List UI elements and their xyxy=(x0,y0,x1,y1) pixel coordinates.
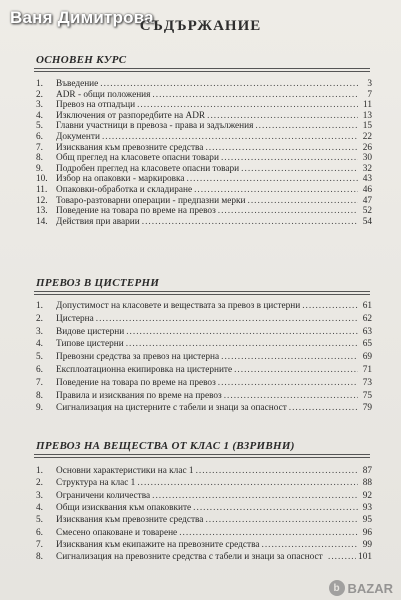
toc-entry xyxy=(36,551,372,573)
toc-entry-number: 2. xyxy=(36,89,43,100)
bazar-logo-text: BAZAR xyxy=(347,580,393,596)
toc-entry-page: 43 xyxy=(362,174,372,185)
toc-entry-number: 2. xyxy=(36,478,43,489)
toc-entry-title: Основни характеристики на клас 1 xyxy=(56,466,194,476)
toc-entry-title: Поведение на товара по време на превоз xyxy=(56,377,216,388)
toc-entry-page: 73 xyxy=(362,377,372,388)
toc-entry-title: Изисквания към превозните средства xyxy=(56,142,204,153)
section-divider xyxy=(34,291,370,292)
toc-leader-dots xyxy=(193,502,358,514)
toc-entry xyxy=(36,502,372,514)
toc-entry xyxy=(36,351,372,363)
toc-entry-page: 15 xyxy=(362,121,372,132)
toc-entry-page: 13 xyxy=(362,110,372,121)
toc-entry xyxy=(36,364,372,376)
section-divider xyxy=(34,454,370,455)
document-title: СЪДЪРЖАНИЕ xyxy=(139,18,262,34)
toc-entry-title: Превоз на отпадъци xyxy=(56,100,136,111)
toc-entry-page: 93 xyxy=(362,502,372,513)
toc-leader-dots xyxy=(289,402,358,414)
bazar-logo-icon: b xyxy=(329,580,345,596)
toc-entry-page: 3 xyxy=(367,79,372,89)
toc-entry-number: 4. xyxy=(36,502,43,513)
toc-leader-dots xyxy=(137,477,358,489)
toc-entry-number: 3. xyxy=(36,490,43,501)
toc-entry-page: 54 xyxy=(362,216,372,227)
toc-entry-title: Изисквания към екипажите на превозните средства xyxy=(56,539,260,550)
toc-entry xyxy=(36,313,372,325)
toc-entry-page: 47 xyxy=(362,195,372,206)
toc-entry-page: 88 xyxy=(362,478,372,489)
toc-entry-title: Документи xyxy=(56,132,100,142)
toc-entry-title: Общ преглед на класовете опасни товари xyxy=(56,153,219,164)
bazar-watermark xyxy=(329,580,394,596)
toc-entry xyxy=(36,338,372,350)
toc-entry-number: 10. xyxy=(36,174,48,185)
toc-entry-title: Въведение xyxy=(56,79,99,89)
toc-entry-number: 5. xyxy=(36,352,43,363)
toc-leader-dots xyxy=(302,300,358,312)
toc-entry-page: 87 xyxy=(362,466,372,476)
toc-entry-title: Експлоатационна екипировка на цистерните xyxy=(56,365,233,375)
toc-entry xyxy=(36,402,372,414)
toc-entry-title: Действия при аварии xyxy=(56,216,140,227)
toc-leader-dots xyxy=(196,465,358,477)
toc-entry-page: 92 xyxy=(362,490,372,501)
toc-entry-number: 4. xyxy=(36,110,43,121)
toc-leader-dots xyxy=(179,527,358,539)
toc-entry-number: 6. xyxy=(36,365,43,375)
toc-entry-page: 30 xyxy=(362,153,372,164)
toc-entry-number: 5. xyxy=(36,515,43,526)
toc-entry xyxy=(36,527,372,539)
toc-entry-number: 11. xyxy=(36,185,48,195)
toc-entry-number: 2. xyxy=(36,313,43,324)
toc-leader-dots xyxy=(234,364,358,376)
toc-leader-dots xyxy=(96,313,358,325)
toc-entry-page: 95 xyxy=(362,515,372,526)
section-divider xyxy=(34,68,370,69)
toc-entry-number: 3. xyxy=(36,100,43,111)
toc-entry-title: Сигнализация на цистерните с табели и знаци за опасност xyxy=(56,403,287,414)
toc-entry-title: Цистерна xyxy=(56,313,94,324)
toc-entry-title: Допустимост на класовете и веществата за превоз в цистерни xyxy=(56,301,301,311)
toc-entry xyxy=(36,477,372,489)
toc-entry-page: 32 xyxy=(362,163,372,174)
toc-entry-page: 101 xyxy=(358,552,372,563)
toc-entry-title: Изключения от разпоредбите на ADR xyxy=(56,110,206,121)
toc-leader-dots xyxy=(152,490,358,502)
toc-entry-page: 22 xyxy=(362,132,372,142)
toc-entry xyxy=(36,539,372,551)
toc-entry-title: Структура на клас 1 xyxy=(56,478,136,489)
toc-entry-page: 52 xyxy=(362,206,372,217)
toc-entry-number: 1. xyxy=(36,301,43,311)
toc-entry-number: 7. xyxy=(36,142,43,153)
toc-entry-title: Изисквания към превозните средства xyxy=(56,515,204,526)
toc-entry-page: 46 xyxy=(362,185,372,195)
toc-entry-page: 71 xyxy=(362,365,372,375)
toc-entry-number: 8. xyxy=(36,552,43,563)
toc-entry-page: 69 xyxy=(362,352,372,363)
toc-entry-page: 96 xyxy=(362,527,372,538)
toc-entry xyxy=(36,216,372,228)
toc-entry-title: Главни участници в превоза - права и задължения xyxy=(56,121,254,132)
section-title-tank-transport: ПРЕВОЗ В ЦИСТЕРНИ xyxy=(36,277,160,289)
toc-entry-page: 61 xyxy=(362,301,372,311)
toc-entry-title: Смесено опаковане и товарене xyxy=(56,527,178,538)
toc-entry-title: Ограничени количества xyxy=(56,490,151,501)
toc-entry-number: 8. xyxy=(36,153,43,164)
toc-entry-number: 3. xyxy=(36,326,43,337)
toc-entry-title: Типове цистерни xyxy=(56,339,124,350)
toc-entry-title: Видове цистерни xyxy=(56,326,125,337)
toc-entry-title: Общи изисквания към опаковките xyxy=(56,502,192,513)
toc-entry-number: 9. xyxy=(36,163,43,174)
toc-entry-number: 13. xyxy=(36,206,48,217)
toc-entry xyxy=(36,300,372,312)
toc-entry xyxy=(36,490,372,502)
toc-entry xyxy=(36,465,372,477)
section-title-class1-explosives: ПРЕВОЗ НА ВЕЩЕСТВА ОТ КЛАС 1 (ВЗРИВНИ) xyxy=(36,440,295,452)
toc-entry-page: 99 xyxy=(362,539,372,550)
section-divider xyxy=(34,294,370,295)
section-title-basic-course: ОСНОВЕН КУРС xyxy=(36,54,127,66)
section-divider xyxy=(34,71,370,72)
toc-entry-title: Правила и изисквания по време на превоз xyxy=(56,390,222,401)
toc-entry-page: 63 xyxy=(362,326,372,337)
section-divider xyxy=(34,457,370,458)
toc-entry-number: 6. xyxy=(36,527,43,538)
toc-leader-dots xyxy=(126,326,358,338)
toc-entry xyxy=(36,326,372,338)
toc-entry-title: Опаковки-обработка и складиране xyxy=(56,185,193,195)
watermark-author: Ваня Димитрова xyxy=(10,8,154,27)
toc-entry xyxy=(36,514,372,526)
toc-leader-dots xyxy=(328,551,356,563)
toc-entry-number: 14. xyxy=(36,216,48,227)
toc-leader-dots xyxy=(221,351,358,363)
toc-entry-number: 7. xyxy=(36,539,43,550)
toc-entry-page: 26 xyxy=(362,142,372,153)
toc-entry xyxy=(36,377,372,389)
toc-entry-number: 12. xyxy=(36,195,48,206)
toc-leader-dots xyxy=(262,539,359,551)
toc-entry-page: 65 xyxy=(362,339,372,350)
toc-entry-number: 8. xyxy=(36,390,43,401)
toc-entry-number: 9. xyxy=(36,403,43,414)
toc-entry-title: Превозни средства за превоз на цистерна xyxy=(56,352,220,363)
toc-entry-title: Поведение на товара по време на превоз xyxy=(56,206,216,217)
toc-leader-dots xyxy=(218,377,358,389)
toc-leader-dots xyxy=(205,514,358,526)
toc-entry-number: 1. xyxy=(36,466,43,476)
toc-entry-title: Товаро-разтоварни операции - предпазни мерки xyxy=(56,195,246,206)
toc-entry-number: 6. xyxy=(36,132,43,142)
toc-leader-dots xyxy=(126,338,358,350)
toc-entry-number: 7. xyxy=(36,377,43,388)
toc-entry-number: 5. xyxy=(36,121,43,132)
toc-leader-dots xyxy=(224,390,358,402)
toc-entry-title: Подробен преглед на класовете опасни товари xyxy=(56,163,240,174)
toc-entry-title: Сигнализация на превозните средства с табели и знаци за опасност xyxy=(56,552,323,563)
toc-entry-page: 11 xyxy=(363,100,372,111)
toc-entry-number: 4. xyxy=(36,339,43,350)
toc-leader-dots xyxy=(142,216,358,228)
toc-entry-title: Избор на опаковки - маркировка xyxy=(56,174,185,185)
toc-entry-page: 79 xyxy=(362,403,372,414)
toc-entry-page: 7 xyxy=(367,89,372,100)
toc-entry-page: 75 xyxy=(362,390,372,401)
toc-entry-title: ADR - общи положения xyxy=(56,89,151,100)
toc-entry xyxy=(36,390,372,402)
toc-entry-number: 1. xyxy=(36,79,43,89)
toc-entry-page: 62 xyxy=(362,313,372,324)
